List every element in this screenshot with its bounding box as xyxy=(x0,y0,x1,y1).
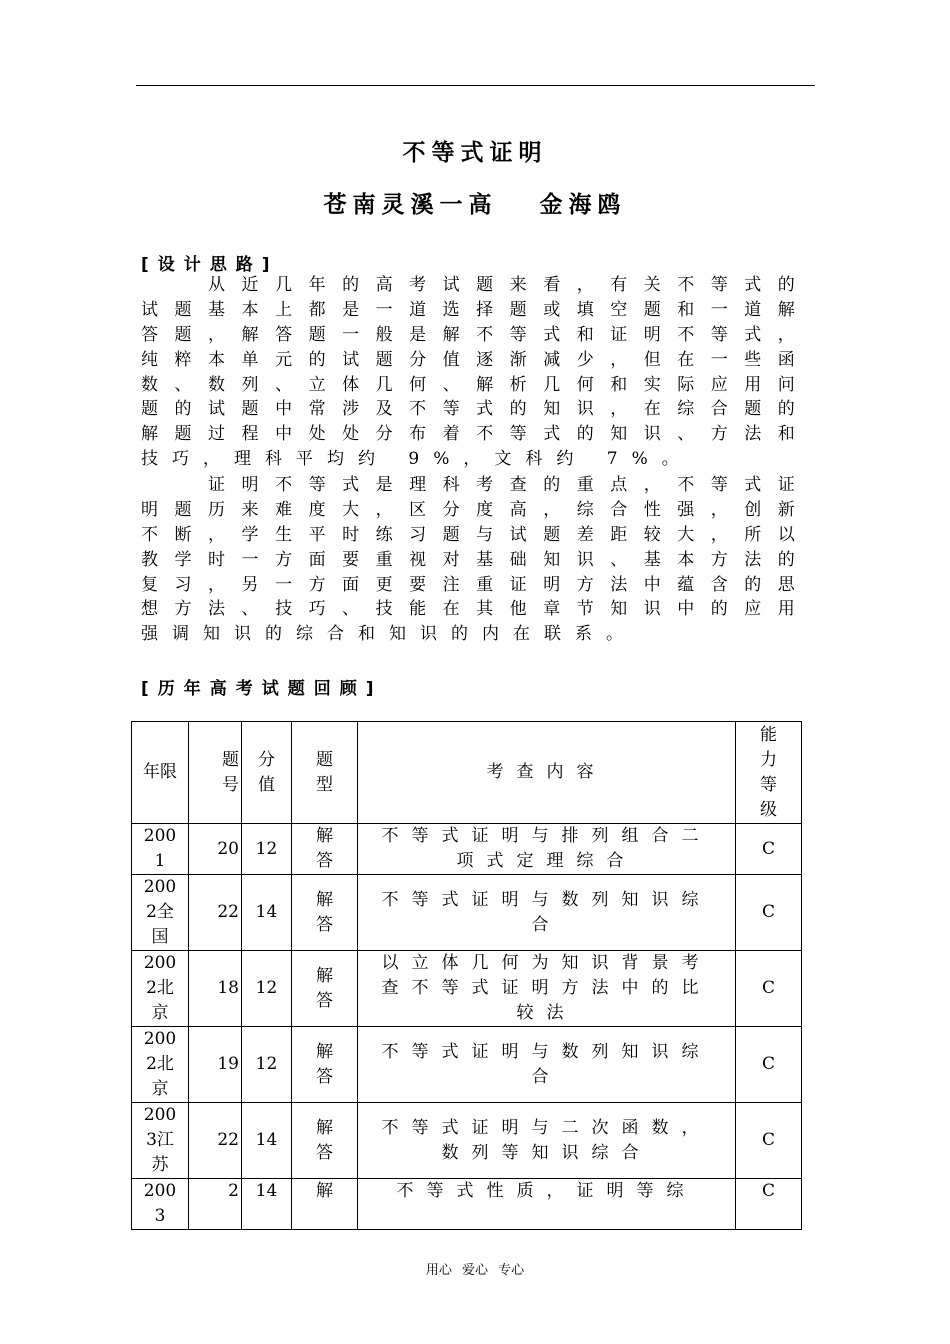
row-number: 20 xyxy=(189,824,242,875)
design-paragraph-1 xyxy=(141,273,795,472)
row-type: 解 xyxy=(292,1179,358,1230)
paragraph-line: 解 题 过 程 中 处 处 分 布 着 不 等 式 的 知 识 、 方 法 和 xyxy=(141,424,795,445)
header-score: 分值 xyxy=(242,722,292,824)
author-school: 苍南灵溪一高 xyxy=(323,192,498,218)
review-heading: [历年高考试题回顾] xyxy=(141,679,383,699)
header-rule xyxy=(136,85,815,86)
row-level: C xyxy=(736,951,802,1027)
paragraph-line: 答 题 ， 解 答 题 一 般 是 解 不 等 式 和 证 明 不 等 式 ， xyxy=(141,324,795,345)
paragraph-line: 复 习 ， 另 一 方 面 更 要 注 重 证 明 方 法 中 蕴 含 的 思 xyxy=(141,574,795,595)
row-type: 解答 xyxy=(292,1027,358,1103)
table-row xyxy=(132,1179,802,1230)
row-score: 12 xyxy=(242,1027,292,1103)
row-number: 22 xyxy=(189,1103,242,1179)
paragraph-line: 强调知识的综合和知识的内在联系。 xyxy=(141,624,637,645)
row-number: 2 xyxy=(189,1179,242,1230)
table-header-row xyxy=(132,722,802,824)
row-content: 不等式证明与数列知识综合 xyxy=(358,875,736,951)
row-level: C xyxy=(736,824,802,875)
row-year: 2002北京 xyxy=(132,951,189,1027)
row-content: 不等式证明与排列组合二项式定理综合 xyxy=(358,824,736,875)
row-content: 不等式证明与数列知识综合 xyxy=(358,1027,736,1103)
row-type: 解答 xyxy=(292,875,358,951)
row-level: C xyxy=(736,1027,802,1103)
row-type: 解答 xyxy=(292,1103,358,1179)
row-content: 不等式性质，证明等综 xyxy=(358,1179,736,1230)
paragraph-line: 证 明 不 等 式 是 理 科 考 查 的 重 点 ， 不 等 式 证 xyxy=(208,475,795,495)
paragraph-line: 想 方 法 、 技 巧 、 技 能 在 其 他 章 节 知 识 中 的 应 用 xyxy=(141,599,795,620)
paragraph-line: 纯 粹 本 单 元 的 试 题 分 值 逐 渐 减 少 ， 但 在 一 些 函 xyxy=(141,349,795,370)
row-content: 以立体几何为知识背景考查不等式证明方法中的比较法 xyxy=(358,951,736,1027)
header-level: 能力等级 xyxy=(736,722,802,824)
row-year: 2003江苏 xyxy=(132,1103,189,1179)
header-number: 题号 xyxy=(189,722,242,824)
table-row xyxy=(132,1103,802,1179)
row-year: 2002全国 xyxy=(132,875,189,951)
paragraph-line: 试 题 基 本 上 都 是 一 道 选 择 题 或 填 空 题 和 一 道 解 xyxy=(141,299,795,320)
row-score: 12 xyxy=(242,951,292,1027)
author-line xyxy=(0,186,950,219)
row-score: 14 xyxy=(242,875,292,951)
row-level: C xyxy=(736,1179,802,1230)
row-number: 18 xyxy=(189,951,242,1027)
design-paragraph-2 xyxy=(141,473,795,647)
document-title: 不等式证明 xyxy=(402,140,548,166)
page-footer: 用心 爱心 专心 xyxy=(425,1263,525,1278)
row-year: 2002北京 xyxy=(132,1027,189,1103)
row-year: 2001 xyxy=(132,824,189,875)
exam-review-table xyxy=(131,721,802,1230)
row-year: 2003 xyxy=(132,1179,189,1230)
table-row xyxy=(132,875,802,951)
author-name: 金海鸥 xyxy=(539,192,627,218)
paragraph-line: 明 题 历 来 难 度 大 ， 区 分 度 高 ， 综 合 性 强 ， 创 新 xyxy=(141,499,795,520)
row-score: 12 xyxy=(242,824,292,875)
header-year: 年限 xyxy=(132,722,189,824)
paragraph-line: 题 的 试 题 中 常 涉 及 不 等 式 的 知 识 ， 在 综 合 题 的 xyxy=(141,399,795,420)
table-row xyxy=(132,824,802,875)
paragraph-line: 不 断 ， 学 生 平 时 练 习 题 与 试 题 差 距 较 大 ， 所 以 xyxy=(141,524,795,545)
table-row xyxy=(132,1027,802,1103)
row-score: 14 xyxy=(242,1103,292,1179)
header-type: 题型 xyxy=(292,722,358,824)
row-number: 19 xyxy=(189,1027,242,1103)
row-type: 解答 xyxy=(292,951,358,1027)
paragraph-line: 数 、 数 列 、 立 体 几 何 、 解 析 几 何 和 实 际 应 用 问 xyxy=(141,374,795,395)
row-score: 14 xyxy=(242,1179,292,1230)
row-content: 不等式证明与二次函数，数列等知识综合 xyxy=(358,1103,736,1179)
paragraph-line: 从 近 几 年 的 高 考 试 题 来 看 ， 有 关 不 等 式 的 xyxy=(208,275,795,295)
design-heading: [设计思路] xyxy=(141,255,279,275)
row-level: C xyxy=(736,1103,802,1179)
row-number: 22 xyxy=(189,875,242,951)
paragraph-line: 教 学 时 一 方 面 要 重 视 对 基 础 知 识 、 基 本 方 法 的 xyxy=(141,549,795,570)
row-level: C xyxy=(736,875,802,951)
paragraph-line: 技巧，理科平均约 9%，文科约 7%。 xyxy=(141,449,693,470)
row-type: 解答 xyxy=(292,824,358,875)
table-row xyxy=(132,951,802,1027)
header-content: 考查内容 xyxy=(358,722,736,824)
